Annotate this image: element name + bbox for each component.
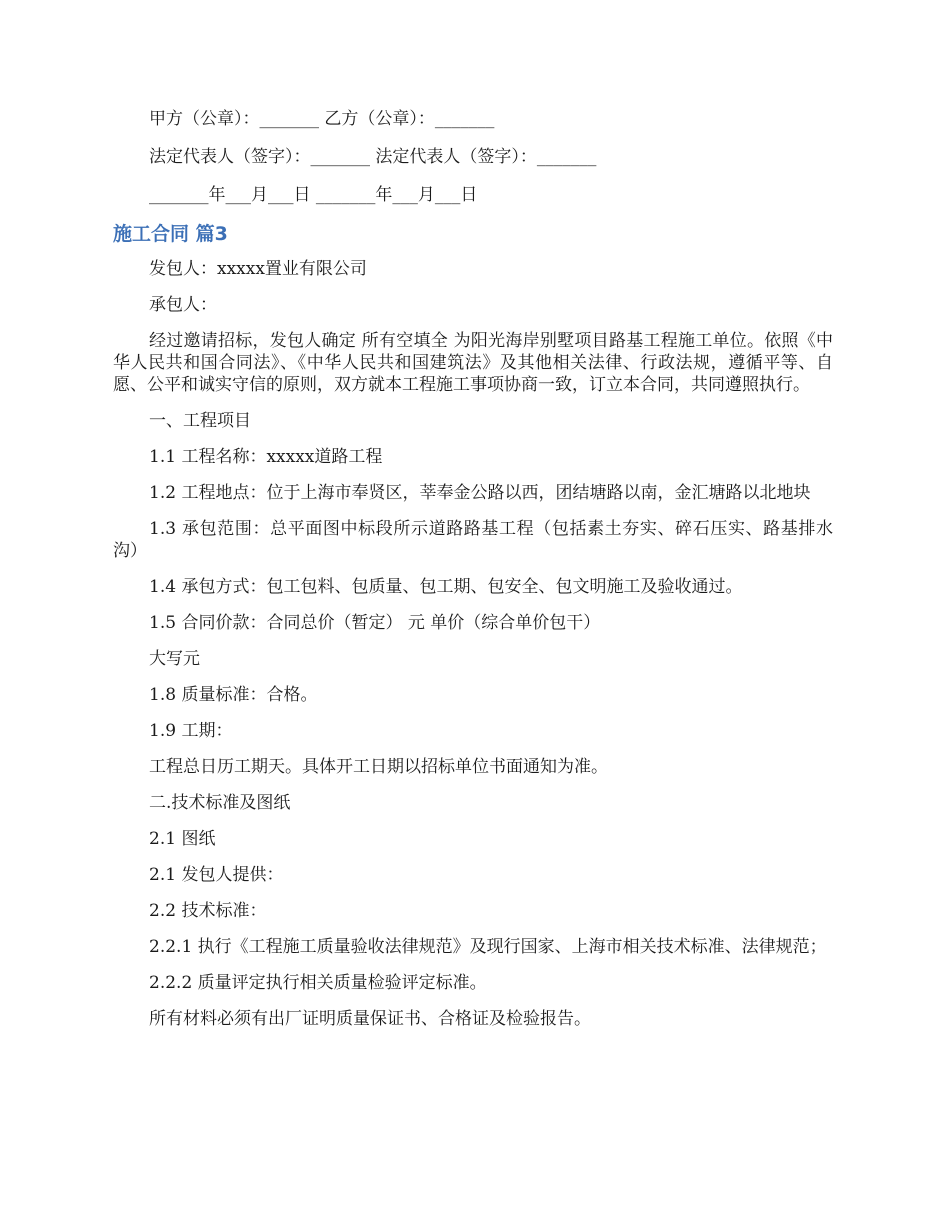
signature-line-dates: _______年___月___日 _______年___月___日 <box>149 185 478 205</box>
paragraph-1-1: 1.1 工程名称：xxxxx道路工程 <box>149 447 383 467</box>
document-page <box>113 108 833 1044</box>
paragraph-section-1: 一、工程项目 <box>149 411 251 431</box>
paragraph-2-2-2: 2.2.2 质量评定执行相关质量检验评定标准。 <box>149 973 487 993</box>
paragraph-employer: 发包人：xxxxx置业有限公司 <box>149 259 367 279</box>
signature-line-seals: 甲方（公章）：_______ 乙方（公章）：_______ <box>149 109 495 129</box>
paragraph-2-1-provided: 2.1 发包人提供： <box>149 865 284 885</box>
paragraph-1-4: 1.4 承包方式：包工包料、包质量、包工期、包安全、包文明施工及验收通过。 <box>149 577 743 597</box>
paragraph-1-9: 1.9 工期： <box>149 721 233 741</box>
paragraph-2-2: 2.2 技术标准： <box>149 901 267 921</box>
paragraph-materials: 所有材料必须有出厂证明质量保证书、合格证及检验报告。 <box>149 1009 591 1029</box>
paragraph-1-3: 1.3 承包范围：总平面图中标段所示道路路基工程（包括素土夯实、碎石压实、路基排水沟） <box>113 519 833 561</box>
section-heading: 施工合同 篇3 <box>113 223 228 245</box>
paragraph-amount-words: 大写元 <box>149 649 200 669</box>
paragraph-2-2-1: 2.2.1 执行《工程施工质量验收法律规范》及现行国家、上海市相关技术标准、法律规范； <box>149 937 827 957</box>
signature-line-representatives: 法定代表人（签字）：_______ 法定代表人（签字）：_______ <box>149 147 597 167</box>
paragraph-2-1-drawings: 2.1 图纸 <box>149 829 216 849</box>
paragraph-section-2: 二.技术标准及图纸 <box>149 793 291 813</box>
paragraph-1-5: 1.5 合同价款：合同总价（暂定） 元 单价（综合单价包干） <box>149 613 601 633</box>
paragraph-preamble: 经过邀请招标，发包人确定 所有空填全 为阳光海岸别墅项目路基工程施工单位。依照《中华人民共和国合同法》、《中华人民共和国建筑法》及其他相关法律、行政法规，遵循平等、自愿、公平和诚实守信的原则，双方就本工程施工事项协商一致，订立本合同，共同遵照执行。 <box>113 331 833 395</box>
paragraph-duration: 工程总日历工期天。具体开工日期以招标单位书面通知为准。 <box>149 757 608 777</box>
paragraph-contractor: 承包人： <box>149 295 217 315</box>
paragraph-1-2: 1.2 工程地点：位于上海市奉贤区，莘奉金公路以西，团结塘路以南，金汇塘路以北地块 <box>149 483 811 503</box>
paragraph-1-8: 1.8 质量标准：合格。 <box>149 685 318 705</box>
